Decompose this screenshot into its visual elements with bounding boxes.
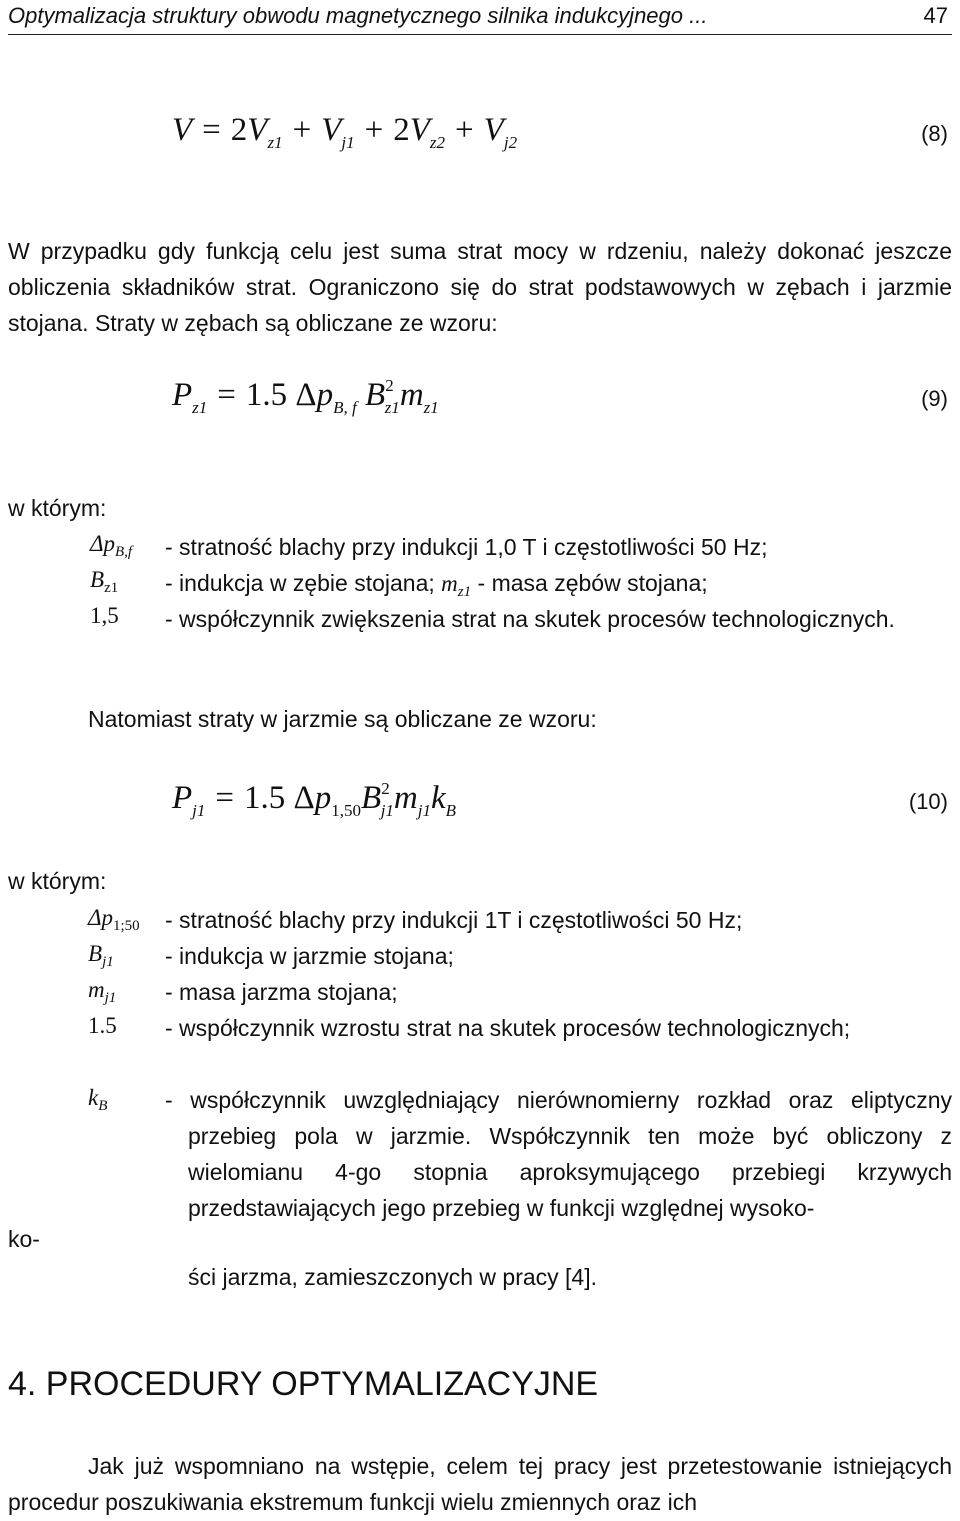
symbol-b-z1: $B_{z1}$	[90, 567, 119, 596]
eq8-lhs: V	[172, 112, 193, 148]
where-label-1: w którym:	[8, 495, 107, 521]
equation-9-number: (9)	[921, 386, 948, 411]
equation-10-number: (10)	[908, 789, 948, 814]
where2-desc-5-tail: ści jarzma, zamieszczonych w pracy [4].	[188, 1264, 598, 1290]
running-header	[8, 0, 952, 35]
where2-desc-5: - współczynnik uwzględniający nierównomierny rozkład oraz eliptyczny przebieg pola w jarzmie. Współczynnik ten może być obliczony z wielomianu 4-go stopnia aproksymującego przebiegi krzywych przedstawiających jego przebieg w funkcji względnej wysoko-	[165, 1087, 952, 1221]
where1-desc-1: - stratność blachy przy indukcji 1,0 T i częstotliwości 50 Hz;	[165, 534, 768, 560]
symbol-1-5: 1,5	[90, 603, 119, 628]
where-label-2: w którym:	[8, 868, 107, 894]
page-number: 47	[923, 3, 948, 28]
where2-desc-3: - masa jarzma stojana;	[165, 979, 398, 1005]
where2-desc-2: - indukcja w jarzmie stojana;	[165, 943, 454, 969]
middle-text: Natomiast straty w jarzmie są obliczane ze wzoru:	[88, 706, 597, 732]
where1-desc-2: - indukcja w zębie stojana; $m_{z1}$ - masa zębów stojana;	[165, 570, 708, 600]
equation-9: $P_{z1} = 1.5$ $\Delta p_{B, f}$ $B^2_{z1}m_{z1}$	[172, 376, 439, 417]
symbol-b-j1: $B_{j1}$	[88, 941, 114, 970]
header-title: Optymalizacja struktury obwodu magnetycznego silnika indukcyjnego ...	[8, 3, 708, 28]
equation-10: $P_{j1} = 1.5$ $\Delta p_{1,50}B^2_{j1}m_{j1}k_B$	[172, 779, 457, 820]
where2-desc-1: - stratność blachy przy indukcji 1T i częstotliwości 50 Hz;	[165, 907, 743, 933]
symbol-k-b: $k_B$	[88, 1085, 108, 1114]
symbol-m-j1: $m_{j1}$	[88, 977, 117, 1006]
symbol-dp-bf: $\Delta p_{B,f}$	[90, 531, 133, 560]
symbol-1-5b: 1.5	[88, 1013, 117, 1038]
closing-paragraph: Jak już wspomniano na wstępie, celem tej pracy jest przetestowanie istniejących procedur poszukiwania ekstremum funkcji wielu zmiennych oraz ich	[8, 1453, 952, 1515]
intro-paragraph: W przypadku gdy funkcją celu jest suma strat mocy w rdzeniu, należy dokonać jeszcze obliczenia składników strat. Ograniczono się do strat podstawowych w zębach i jarzmie stojana. Straty w zębach są obliczane ze wzoru:	[8, 238, 952, 336]
orphan-syllable: ko-	[8, 1226, 40, 1252]
where1-desc-3: - współczynnik zwiększenia strat na skutek procesów technologicznych.	[165, 606, 895, 632]
where2-desc-4: - współczynnik wzrostu strat na skutek procesów technologicznych;	[165, 1015, 851, 1041]
equation-8: $V = 2V_{z1} + V_{j1} + 2V_{z2} + V_{j2}$	[172, 112, 518, 152]
symbol-dp-150: $\Delta p_{1;50}$	[88, 905, 140, 934]
equation-8-number: (8)	[921, 121, 948, 146]
section-heading: 4. PROCEDURY OPTYMALIZACYJNE	[8, 1365, 599, 1403]
